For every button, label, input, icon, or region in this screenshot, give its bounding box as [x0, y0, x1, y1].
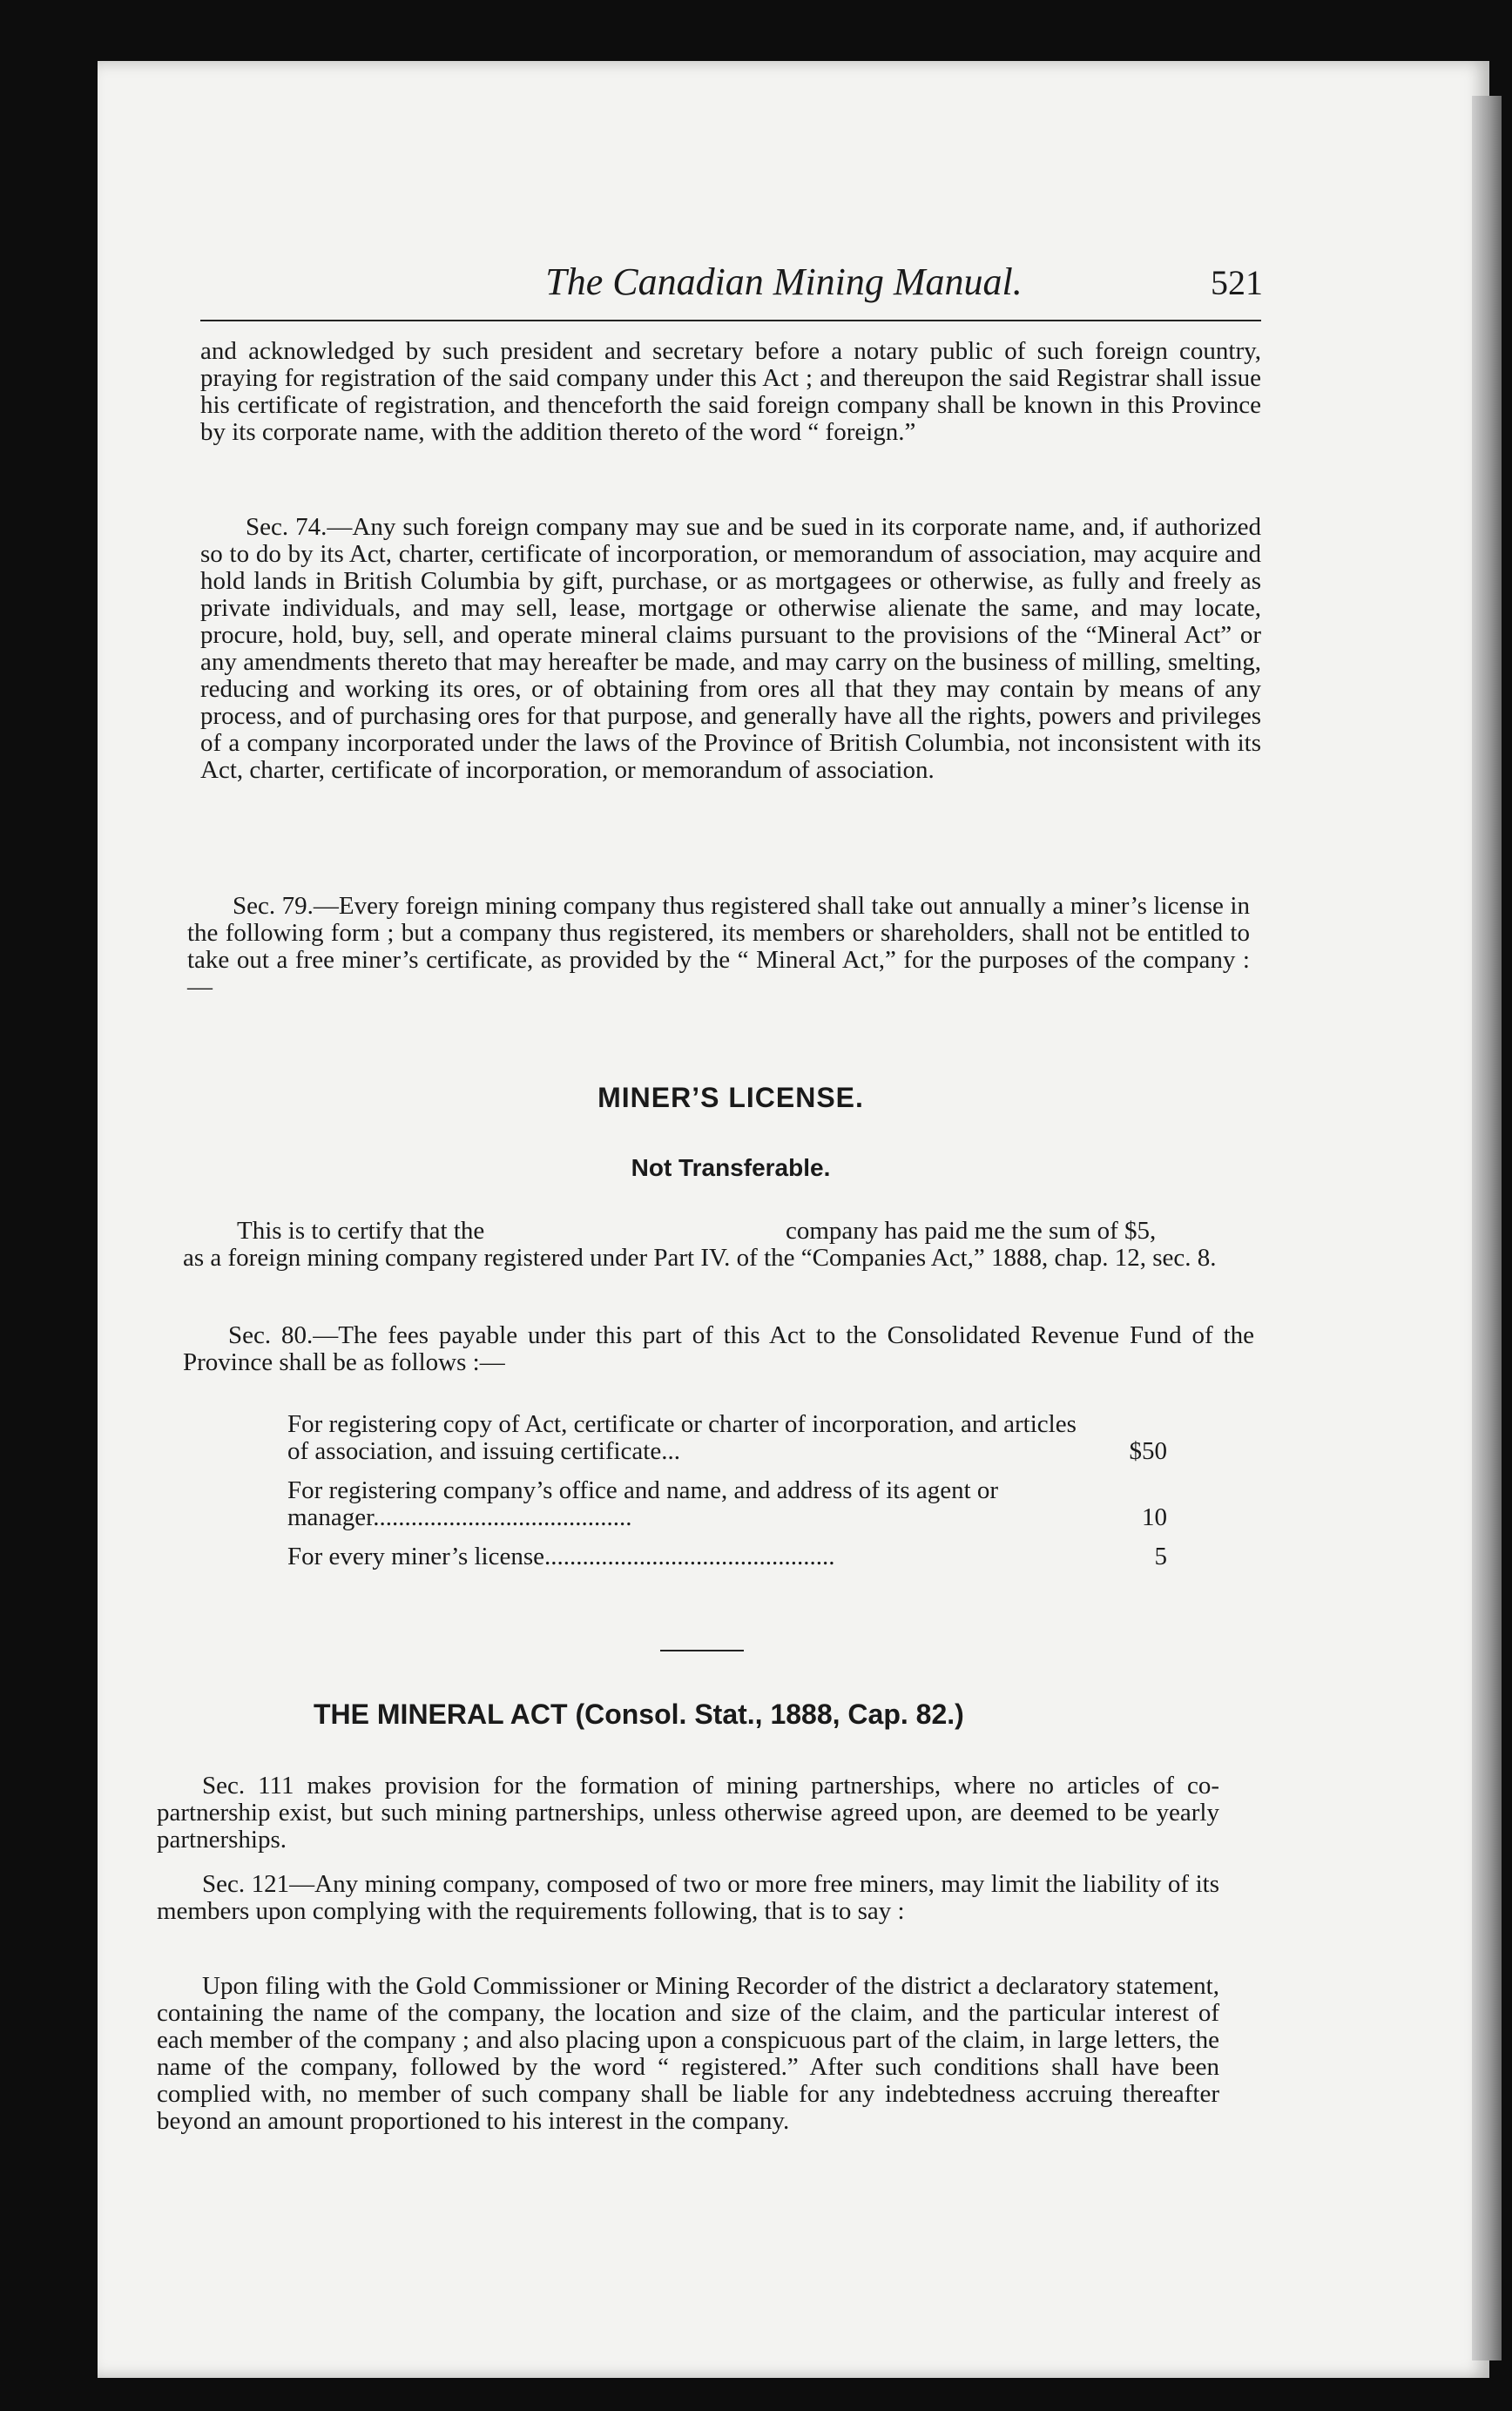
fee-row [287, 1477, 1167, 1531]
paragraph-text: Sec. 121—Any mining company, composed of two or more free miners, may limit the liability of its members upon complying with the requirements following, that is to say : [157, 1870, 1219, 1925]
paragraph-sec-79 [187, 893, 1250, 1001]
section-divider [660, 1650, 744, 1651]
mineral-act-heading [314, 1699, 1185, 1731]
paragraph-text: Sec. 111 makes provision for the formation of mining partnerships, where no articles of co-partnership exist, but such mining partnerships, unless otherwise agreed upon, are deemed to be yearly partnerships. [157, 1772, 1219, 1854]
fee-row [287, 1543, 1167, 1570]
mineral-act-reference: (Consol. Stat., 1888, Cap. 82.) [575, 1699, 964, 1730]
license-subheading: Not Transferable. [631, 1154, 831, 1181]
license-certify [183, 1218, 1254, 1272]
fee-amount: 10 [1142, 1503, 1167, 1531]
paragraph-continuation [200, 338, 1261, 446]
paragraph-sec-74 [200, 514, 1261, 784]
paragraph-text: Sec. 79.—Every foreign mining company thus registered shall take out annually a miner’s license in the following form ; but a company thus registered, its members or shareholders, shall not be entitled to take out a free miner’s certificate, as provided by the “ Mineral Act,” for the purposes of the company :— [187, 892, 1250, 1001]
certify-left: This is to certify that the [237, 1217, 485, 1245]
paragraph-sec-80 [183, 1322, 1254, 1376]
fee-label: For registering copy of Act, certificate or charter of incorporation, and articles of association, and issuing certificate... [287, 1410, 1077, 1465]
certify-first-line [183, 1218, 1254, 1245]
certify-rest: as a foreign mining company registered under Part IV. of the “Companies Act,” 1888, chap. 12, sec. 8. [183, 1244, 1217, 1272]
page-edge [1472, 96, 1502, 2360]
paragraph-sec-121 [157, 1871, 1219, 1925]
paragraph-text: Sec. 74.—Any such foreign company may sue and be sued in its corporate name, and, if authorized so to do by its Act, charter, certificate of incorporation, or memorandum of association, may acquire and hold lands in British Columbia by gift, purchase, or as mortgagees or otherwise, as fully and freely as private individuals, and may sell, lease, mortgage or otherwise alienate the same, and may locate, procure, hold, buy, sell, and operate mineral claims pursuant to the provisions of the “Mineral Act” or any amendments thereto that may hereafter be made, and may carry on the business of milling, smelting, reducing and working its ores, or of obtaining from ores all that they may contain by means of any process, and of purchasing ores for that purpose, and generally have all the rights, powers and privileges of a company incorporated under the laws of the Province of British Columbia, not inconsistent with its Act, charter, certificate of incorporation, or memorandum of association. [200, 513, 1261, 784]
running-head [462, 260, 1263, 304]
fee-table [287, 1411, 1167, 1583]
license-heading: MINER’S LICENSE. [597, 1082, 864, 1113]
paragraph-sec-111 [157, 1773, 1219, 1854]
paragraph-text: and acknowledged by such president and secretary before a notary public of such foreign country, praying for registration of the said company under this Act ; and thereupon the said Registrar shall issue his certificate of registration, and thenceforth the said foreign company shall be known in this Province by its corporate name, with the addition thereto of the word “ foreign.” [200, 337, 1261, 446]
mineral-act-title: THE MINERAL ACT [314, 1699, 568, 1730]
fee-amount: 5 [1154, 1543, 1167, 1570]
running-head-title: The Canadian Mining Manual. [545, 260, 1023, 303]
fee-row [287, 1411, 1167, 1465]
fee-label: For every miner’s license.............................................. [287, 1543, 835, 1570]
fee-label: For registering company’s office and name, and address of its agent or manager......................................... [287, 1476, 999, 1531]
header-rule [200, 320, 1261, 321]
certify-right: company has paid me the sum of $5, [786, 1217, 1157, 1245]
paragraph-text: Upon filing with the Gold Commissioner or Mining Recorder of the district a declaratory statement, containing the name of the company, the location and size of the claim, and the particular interest of each member of the company ; and also placing upon a conspicuous part of the claim, in large letters, the name of the company, followed by the word “ registered.” After such conditions shall have been complied with, no member of such company shall be liable for any indebtedness accruing thereafter beyond an amount proportioned to his interest in the company. [157, 1972, 1219, 2135]
paragraph-text: Sec. 80.—The fees payable under this part of this Act to the Consolidated Revenue Fund of the Province shall be as follows :— [183, 1321, 1254, 1376]
fee-amount: $50 [1129, 1437, 1167, 1465]
page-number: 521 [1211, 263, 1263, 302]
paragraph-filing [157, 1973, 1219, 2135]
